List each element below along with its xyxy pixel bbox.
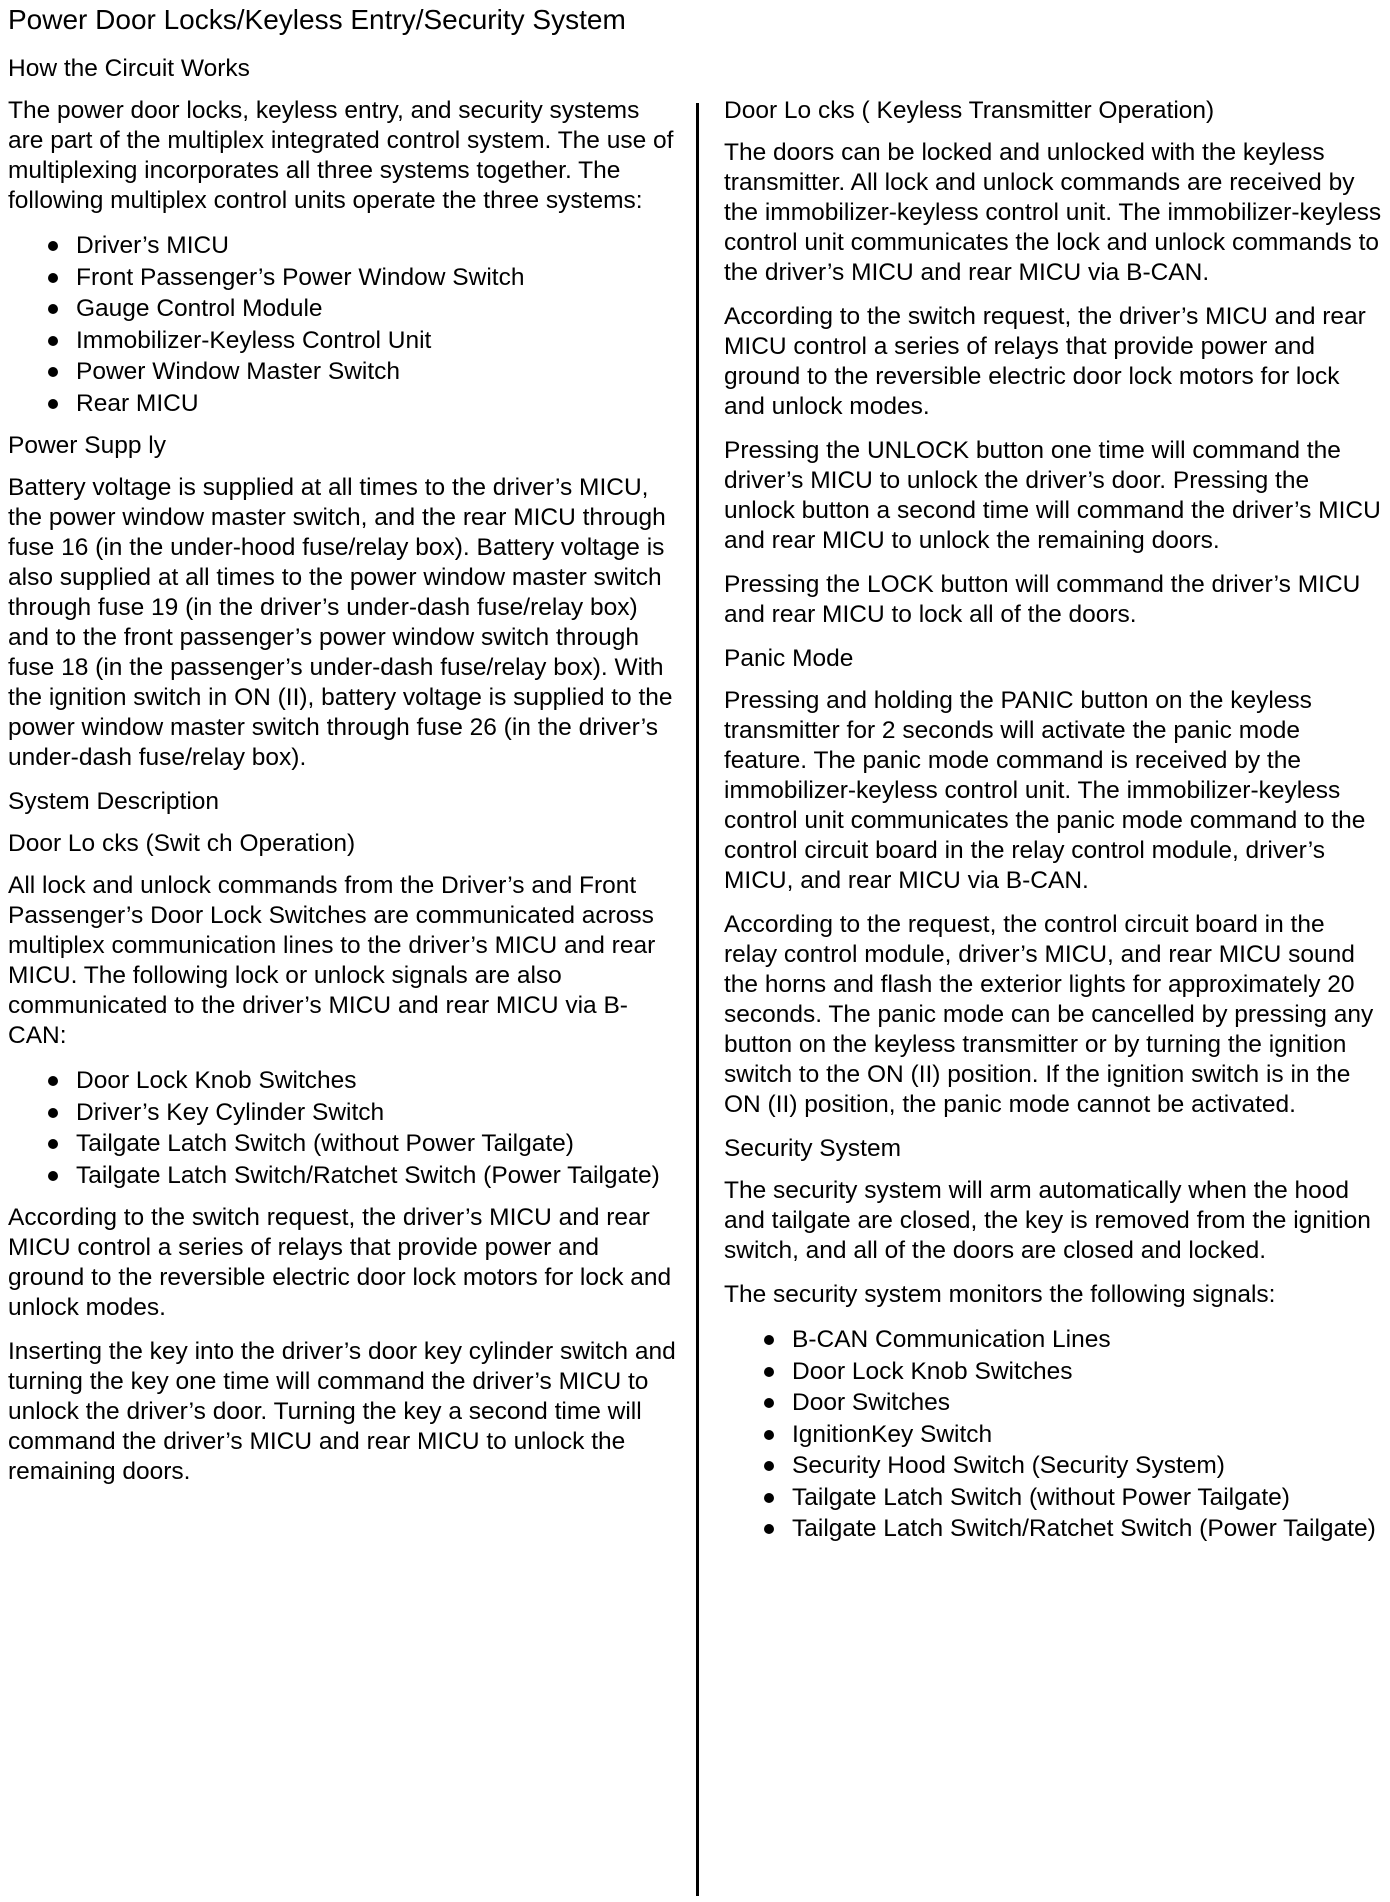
bullet-icon bbox=[764, 1367, 774, 1377]
list-item: Power Window Master Switch bbox=[48, 356, 678, 388]
list-item: IgnitionKey Switch bbox=[764, 1419, 1384, 1451]
panic-mode-heading: Panic Mode bbox=[724, 645, 854, 672]
bullet-icon bbox=[48, 1076, 58, 1086]
security-monitors-paragraph: The security system monitors the following signals: bbox=[724, 1281, 1276, 1308]
key-cylinder-paragraph: Inserting the key into the driver’s door key cylinder switch and turning the key one time will command the driver’s MICU to unlock the driver’s door. Turning the key a second time will command the driver’s MICU and rear MICU to unlock the remaining doors. bbox=[8, 1338, 676, 1485]
list-item: Door Switches bbox=[764, 1387, 1384, 1419]
list-item: B-CAN Communication Lines bbox=[764, 1324, 1384, 1356]
list-item: Tailgate Latch Switch (without Power Tailgate) bbox=[764, 1482, 1384, 1514]
switch-signals-list bbox=[8, 1065, 678, 1191]
door-locks-keyless-heading: Door Lo cks ( Keyless Transmitter Operation) bbox=[724, 97, 1215, 124]
bullet-icon bbox=[764, 1524, 774, 1534]
bullet-icon bbox=[48, 241, 58, 251]
security-system-heading: Security System bbox=[724, 1135, 901, 1162]
system-description-heading: System Description bbox=[8, 788, 220, 815]
lock-button-paragraph: Pressing the LOCK button will command the driver’s MICU and rear MICU to lock all of the doors. bbox=[724, 571, 1361, 628]
bullet-icon bbox=[48, 304, 58, 314]
door-locks-switch-heading: Door Lo cks (Swit ch Operation) bbox=[8, 830, 356, 857]
bullet-icon bbox=[764, 1493, 774, 1503]
bullet-icon bbox=[48, 1139, 58, 1149]
keyless-paragraph: The doors can be locked and unlocked with the keyless transmitter. All lock and unlock commands are received by the immobilizer-keyless control unit. The immobilizer-keyless control unit communicates the lock and unlock commands to the driver’s MICU and rear MICU via B-CAN. bbox=[724, 139, 1382, 286]
page-title: Power Door Locks/Keyless Entry/Security System bbox=[8, 4, 626, 35]
list-item: Immobilizer-Keyless Control Unit bbox=[48, 325, 678, 357]
right-column bbox=[724, 96, 1384, 1557]
panic-mode-paragraph: Pressing and holding the PANIC button on the keyless transmitter for 2 seconds will activate the panic mode feature. The panic mode command is received by the immobilizer-keyless control unit. The immobilizer-keyless control unit communicates the panic mode command to the control circuit board in the relay control module, driver’s MICU, and rear MICU via B-CAN. bbox=[724, 687, 1366, 894]
bullet-icon bbox=[764, 1430, 774, 1440]
how-circuit-works-paragraph: The power door locks, keyless entry, and security systems are part of the multiplex integrated control system. The use of multiplexing incorporates all three systems together. The following multiplex control units operate the three systems: bbox=[8, 97, 674, 214]
list-item: Front Passenger’s Power Window Switch bbox=[48, 262, 678, 294]
column-divider bbox=[696, 103, 699, 1896]
list-item: Security Hood Switch (Security System) bbox=[764, 1450, 1384, 1482]
power-supply-heading: Power Supp ly bbox=[8, 432, 166, 459]
bullet-icon bbox=[48, 273, 58, 283]
bullet-icon bbox=[764, 1398, 774, 1408]
door-locks-switch-paragraph: All lock and unlock commands from the Driver’s and Front Passenger’s Door Lock Switches are communicated across multiplex communication lines to the driver’s MICU and rear MICU. The following lock or unlock signals are also communicated to the driver’s MICU and rear MICU via B-CAN: bbox=[8, 872, 656, 1049]
list-item: Tailgate Latch Switch/Ratchet Switch (Power Tailgate) bbox=[48, 1160, 678, 1192]
bullet-icon bbox=[48, 399, 58, 409]
list-item: Driver’s Key Cylinder Switch bbox=[48, 1097, 678, 1129]
list-item: Gauge Control Module bbox=[48, 293, 678, 325]
list-item: Tailgate Latch Switch/Ratchet Switch (Power Tailgate) bbox=[764, 1513, 1384, 1545]
keyless-relay-paragraph: According to the switch request, the driver’s MICU and rear MICU control a series of relays that provide power and ground to the reversible electric door lock motors for lock and unlock modes. bbox=[724, 303, 1366, 420]
bullet-icon bbox=[48, 1108, 58, 1118]
list-item: Rear MICU bbox=[48, 388, 678, 420]
left-column bbox=[8, 54, 678, 1501]
control-units-list bbox=[8, 230, 678, 419]
bullet-icon bbox=[48, 336, 58, 346]
list-item: Tailgate Latch Switch (without Power Tailgate) bbox=[48, 1128, 678, 1160]
according-switch-request-paragraph: According to the switch request, the driver’s MICU and rear MICU control a series of relays that provide power and ground to the reversible electric door lock motors for lock and unlock modes. bbox=[8, 1204, 672, 1321]
power-supply-paragraph: Battery voltage is supplied at all times to the driver’s MICU, the power window master switch, and the rear MICU through fuse 16 (in the under-hood fuse/relay box). Battery voltage is also supplied at all times to the power window master switch through fuse 19 (in the driver’s under-dash fuse/relay box) and to the front passenger’s power window switch through fuse 18 (in the passenger’s under-dash fuse/relay box). With the ignition switch in ON (II), battery voltage is supplied to the power window master switch through fuse 26 (in the driver’s under-dash fuse/relay box). bbox=[8, 474, 673, 771]
bullet-icon bbox=[764, 1461, 774, 1471]
unlock-button-paragraph: Pressing the UNLOCK button one time will command the driver’s MICU to unlock the driver’s door. Pressing the unlock button a second time will command the driver’s MICU and rear MICU to unlock the remaining doors. bbox=[724, 437, 1381, 554]
security-signals-list bbox=[724, 1324, 1384, 1545]
list-item: Door Lock Knob Switches bbox=[48, 1065, 678, 1097]
panic-request-paragraph: According to the request, the control circuit board in the relay control module, driver’s MICU, and rear MICU sound the horns and flash the exterior lights for approximately 20 seconds. The panic mode can be cancelled by pressing any button on the keyless transmitter or by turning the ignition switch to the ON (II) position. If the ignition switch is in the ON (II) position, the panic mode cannot be activated. bbox=[724, 911, 1374, 1118]
bullet-icon bbox=[48, 367, 58, 377]
list-item: Driver’s MICU bbox=[48, 230, 678, 262]
bullet-icon bbox=[764, 1335, 774, 1345]
security-arm-paragraph: The security system will arm automatically when the hood and tailgate are closed, the key is removed from the ignition switch, and all of the doors are closed and locked. bbox=[724, 1177, 1371, 1264]
bullet-icon bbox=[48, 1171, 58, 1181]
how-circuit-works-heading: How the Circuit Works bbox=[8, 55, 250, 82]
list-item: Door Lock Knob Switches bbox=[764, 1356, 1384, 1388]
